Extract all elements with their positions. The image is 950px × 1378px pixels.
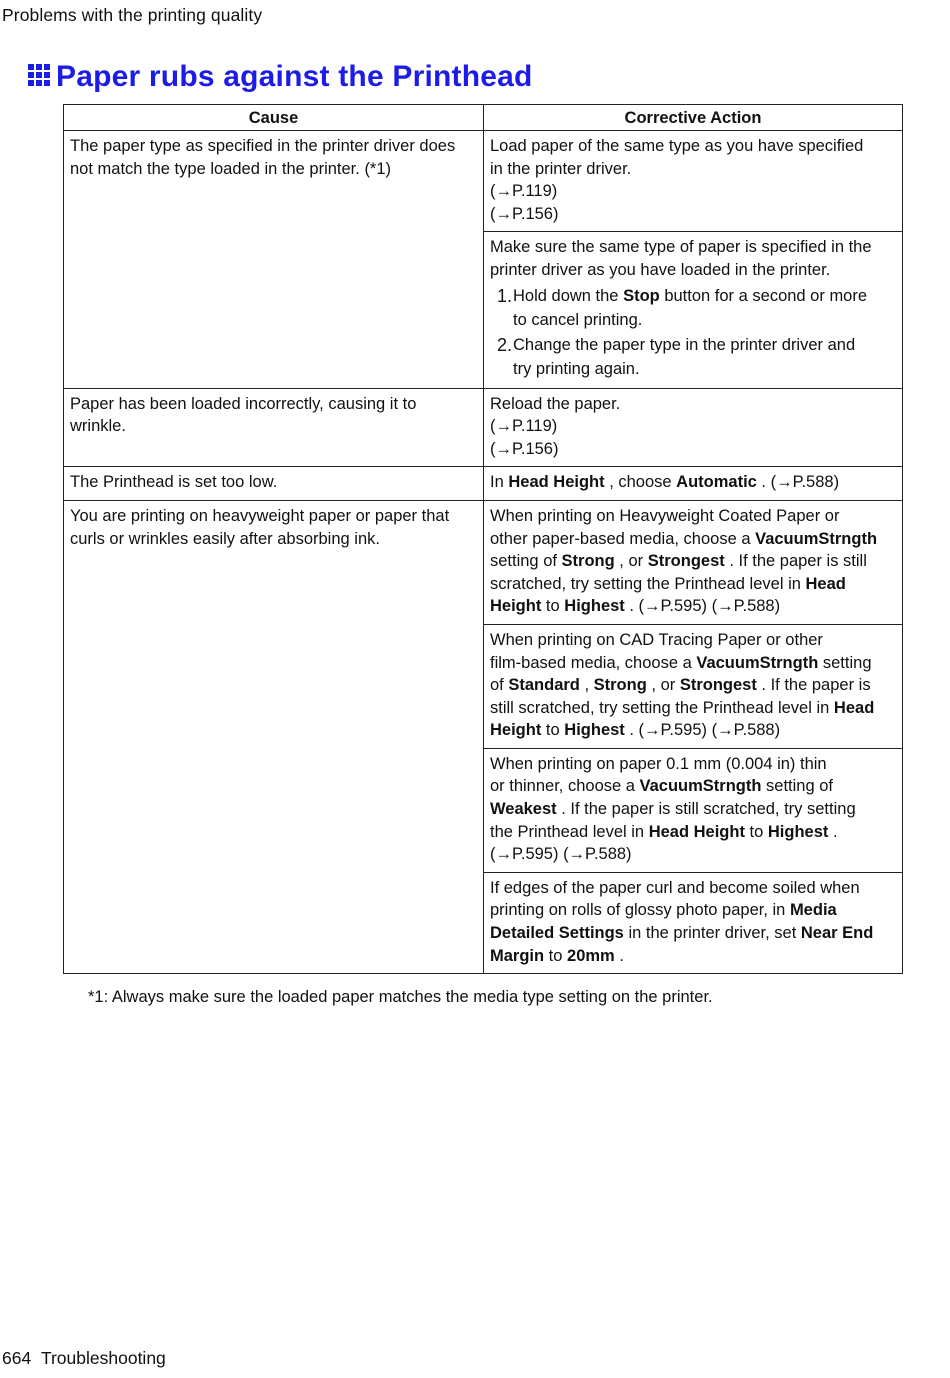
page-number: 664 bbox=[2, 1348, 32, 1368]
troubleshooting-table bbox=[63, 104, 903, 974]
cause-text: not match the type loaded in the printer. (*1) bbox=[70, 159, 392, 178]
cause-text: Paper has been loaded incorrectly, causing it to bbox=[70, 394, 417, 413]
action-cell bbox=[484, 388, 903, 467]
step-text: to cancel printing. bbox=[513, 311, 643, 330]
stop-button-term: Stop bbox=[623, 286, 660, 305]
cause-cell bbox=[64, 388, 484, 467]
page-reference: (→P.595) (→P.588) bbox=[490, 845, 632, 864]
list-item bbox=[490, 308, 896, 333]
header-cause: Cause bbox=[64, 105, 484, 131]
page-reference: (→P.156) bbox=[490, 439, 559, 458]
action-text: Load paper of the same type as you have specified bbox=[490, 137, 864, 155]
action-text: printer driver as you have loaded in the printer. bbox=[490, 260, 831, 279]
cause-cell bbox=[64, 467, 484, 501]
page-reference: (→P.119) bbox=[490, 417, 558, 436]
action-cell: When printing on CAD Tracing Paper or other film-based media, choose a VacuumStrngth setting of Standard , Strong , or Strongest . If the paper is still scratched, try setting the Printhead level in Head Height to Highest . (→P.595) (→P.588) bbox=[484, 624, 903, 748]
table-row bbox=[64, 131, 903, 232]
cause-cell bbox=[64, 131, 484, 389]
action-text: Make sure the same type of paper is specified in the bbox=[490, 238, 872, 257]
grid-bullet-icon bbox=[28, 64, 50, 86]
footnote: *1: Always make sure the loaded paper matches the media type setting on the printer. bbox=[88, 988, 713, 1006]
list-item bbox=[490, 333, 896, 358]
step-text: try printing again. bbox=[513, 360, 640, 379]
cause-text: curls or wrinkles easily after absorbing ink. bbox=[70, 529, 380, 548]
table-header-row bbox=[64, 105, 903, 131]
cause-text: The Printhead is set too low. bbox=[70, 473, 278, 492]
cause-text: The paper type as specified in the printer driver does bbox=[70, 137, 456, 155]
list-item bbox=[490, 284, 896, 309]
action-cell bbox=[484, 131, 903, 232]
cause-cell bbox=[64, 500, 484, 973]
list-item bbox=[490, 357, 896, 382]
action-text: in the printer driver. bbox=[490, 159, 632, 178]
cause-text: wrinkle. bbox=[70, 417, 126, 436]
table-row bbox=[64, 500, 903, 624]
section-heading bbox=[28, 60, 533, 94]
page-reference: (→P.156) bbox=[490, 204, 559, 223]
step-number: 1. bbox=[496, 285, 512, 306]
table-row bbox=[64, 388, 903, 467]
action-cell bbox=[484, 467, 903, 501]
section-title: Paper rubs against the Printhead bbox=[56, 60, 533, 93]
table-row bbox=[64, 467, 903, 501]
cause-text: You are printing on heavyweight paper or paper that bbox=[70, 506, 450, 525]
action-cell bbox=[484, 232, 903, 388]
footer-section: Troubleshooting bbox=[40, 1348, 166, 1368]
action-cell: When printing on Heavyweight Coated Paper or other paper-based media, choose a VacuumStrngth setting of Strong , or Strongest . If the paper is still scratched, try setting the Printhead level in Head Height to Highest . (→P.595) (→P.588) bbox=[484, 500, 903, 624]
header-corrective-action: Corrective Action bbox=[484, 105, 903, 131]
step-text: Change the paper type in the printer driver and bbox=[513, 335, 856, 354]
action-text: In Head Height , choose Automatic . (→P.588) bbox=[490, 473, 840, 492]
action-text: Reload the paper. bbox=[490, 394, 621, 413]
page-footer bbox=[2, 1348, 166, 1369]
action-cell: When printing on paper 0.1 mm (0.004 in) thin or thinner, choose a VacuumStrngth setting of Weakest . If the paper is still scratched, try setting the Printhead level in Head Height to Highest . (→P.595) (→P.588) bbox=[484, 748, 903, 872]
page-reference: (→P.119) bbox=[490, 182, 558, 201]
running-head: Problems with the printing quality bbox=[2, 5, 263, 25]
steps-list bbox=[490, 284, 896, 382]
action-cell: If edges of the paper curl and become soiled when printing on rolls of glossy photo paper, in Media Detailed Settings in the printer driver, set Near End Margin to 20mm . bbox=[484, 872, 903, 973]
step-text: Hold down the Stop button for a second or more bbox=[513, 286, 868, 305]
step-number: 2. bbox=[496, 334, 512, 355]
